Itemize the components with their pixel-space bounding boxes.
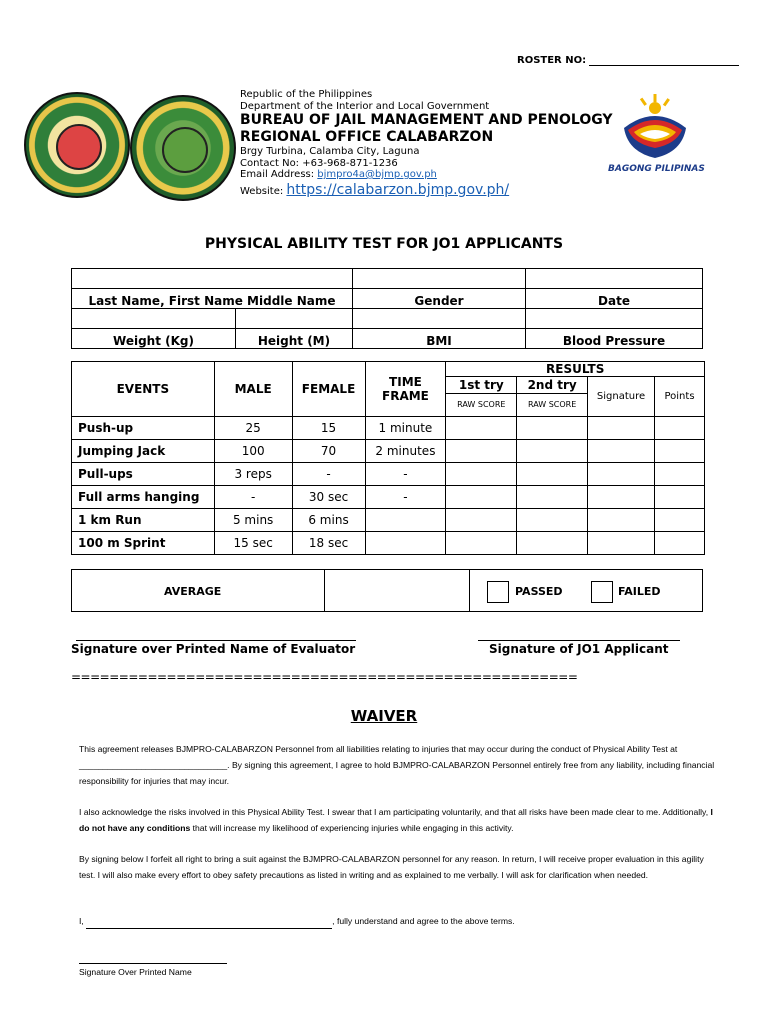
male-header: MALE <box>214 362 292 417</box>
female-value: 6 mins <box>292 509 365 532</box>
signature-cell[interactable] <box>588 509 655 532</box>
points-cell[interactable] <box>655 486 705 509</box>
first-try-cell[interactable] <box>446 417 517 440</box>
table-row <box>72 532 705 555</box>
passed-checkbox[interactable] <box>487 581 509 603</box>
waiver-p2-text: I also acknowledge the risks involved in this Physical Ability Test. I swear that I am participating voluntarily, and that all risks have been made clear to me. Additionally, <box>79 807 711 817</box>
time-value: - <box>365 486 446 509</box>
signature-cell[interactable] <box>588 486 655 509</box>
second-try-label: 2nd try <box>517 378 587 394</box>
second-try-cell[interactable] <box>517 417 588 440</box>
female-value: 18 sec <box>292 532 365 555</box>
events-header: EVENTS <box>72 362 215 417</box>
first-try-cell[interactable] <box>446 532 517 555</box>
waiver-agreement-line <box>79 913 719 929</box>
seal-emblem-icon <box>56 124 102 170</box>
raw-score-label: RAW SCORE <box>457 399 506 409</box>
results-header: RESULTS <box>446 362 705 377</box>
female-value: - <box>292 463 365 486</box>
gender-field[interactable] <box>353 269 526 289</box>
page-title: PHYSICAL ABILITY TEST FOR JO1 APPLICANTS <box>204 236 564 252</box>
time-value: 1 minute <box>365 417 446 440</box>
table-row <box>72 463 705 486</box>
first-try-label: 1st try <box>446 378 516 394</box>
event-name: 100 m Sprint <box>72 532 215 555</box>
table-row <box>72 486 705 509</box>
header-department: Department of the Interior and Local Government <box>240 101 490 112</box>
blood-pressure-label: Blood Pressure <box>526 329 703 349</box>
points-cell[interactable] <box>655 532 705 555</box>
applicant-signature-line[interactable] <box>478 640 680 641</box>
gender-label: Gender <box>353 289 526 309</box>
seal-emblem-icon <box>162 127 208 173</box>
signature-cell[interactable] <box>588 417 655 440</box>
header-email <box>240 169 437 180</box>
event-name: 1 km Run <box>72 509 215 532</box>
name-field[interactable] <box>72 269 353 289</box>
events-table <box>71 361 705 555</box>
male-value: 100 <box>214 440 292 463</box>
male-value: - <box>214 486 292 509</box>
applicant-name-field[interactable] <box>86 919 332 929</box>
time-value <box>365 509 446 532</box>
points-cell[interactable] <box>655 417 705 440</box>
website-label: Website: <box>240 186 287 197</box>
sun-rays-icon <box>640 94 670 114</box>
male-value: 3 reps <box>214 463 292 486</box>
female-value: 30 sec <box>292 486 365 509</box>
table-row <box>72 417 705 440</box>
date-field[interactable] <box>526 269 703 289</box>
bmi-label: BMI <box>353 329 526 349</box>
points-cell[interactable] <box>655 440 705 463</box>
waiver-p2-tail: that will increase my likelihood of experiencing injuries while engaging in this activity. <box>190 823 514 833</box>
average-label: AVERAGE <box>164 585 222 598</box>
signature-header: Signature <box>588 377 655 417</box>
female-header: FEMALE <box>292 362 365 417</box>
time-value <box>365 532 446 555</box>
failed-label: FAILED <box>618 585 661 598</box>
second-try-cell[interactable] <box>517 463 588 486</box>
applicant-info-table <box>71 268 703 349</box>
points-cell[interactable] <box>655 463 705 486</box>
header-address: Brgy Turbina, Calamba City, Laguna <box>240 146 420 157</box>
table-row <box>72 509 705 532</box>
roster-number <box>517 54 739 66</box>
points-header: Points <box>655 377 705 417</box>
event-name: Push-up <box>72 417 215 440</box>
evaluator-signature-line[interactable] <box>76 640 356 641</box>
waiver-paragraph-1: This agreement releases BJMPRO-CALABARZON Personnel from all liabilities relating to injuries that may occur during the conduct of Physical Ability Test at _______________________________. By signing this agreement, I agree to hold BJMPRO-CALABARZON Personnel entirely free from any liability, including financial responsibility for injuries that may incur. <box>79 744 715 786</box>
header-republic: Republic of the Philippines <box>240 89 373 100</box>
bagong-pilipinas-text: BAGONG PILIPINAS <box>608 164 705 174</box>
second-try-header <box>517 377 588 417</box>
email-link[interactable]: bjmpro4a@bjmp.gov.ph <box>317 169 437 180</box>
divider <box>469 570 470 611</box>
agree-prefix: I, <box>79 916 87 926</box>
separator-line: ===================================================== <box>71 670 578 684</box>
signature-cell[interactable] <box>588 440 655 463</box>
website-link[interactable]: https://calabarzon.bjmp.gov.ph/ <box>286 182 510 198</box>
height-field[interactable] <box>236 309 353 329</box>
bmi-field[interactable] <box>353 309 526 329</box>
event-name: Jumping Jack <box>72 440 215 463</box>
header-office: REGIONAL OFFICE CALABARZON <box>240 129 494 145</box>
passed-label: PASSED <box>515 585 563 598</box>
first-try-cell[interactable] <box>446 486 517 509</box>
weight-label: Weight (Kg) <box>72 329 236 349</box>
raw-score-label: RAW SCORE <box>528 399 577 409</box>
time-value: 2 minutes <box>365 440 446 463</box>
header-contact: Contact No: +63-968-871-1236 <box>240 158 398 169</box>
first-try-cell[interactable] <box>446 440 517 463</box>
weight-field[interactable] <box>72 309 236 329</box>
applicant-signature-label: Signature of JO1 Applicant <box>489 642 669 656</box>
email-label: Email Address: <box>240 169 318 180</box>
second-try-cell[interactable] <box>517 509 588 532</box>
divider <box>324 570 325 611</box>
roster-label: ROSTER NO: <box>517 55 587 66</box>
points-cell[interactable] <box>655 509 705 532</box>
event-name: Full arms hanging <box>72 486 215 509</box>
signature-cell[interactable] <box>588 532 655 555</box>
bjmp-seal-logo <box>24 92 130 198</box>
bagong-pilipinas-logo <box>618 94 692 160</box>
waiver-signature-label: Signature Over Printed Name <box>79 967 192 977</box>
table-row <box>72 440 705 463</box>
male-value: 5 mins <box>214 509 292 532</box>
male-value: 15 sec <box>214 532 292 555</box>
waiver-paragraph-2 <box>79 804 719 836</box>
male-value: 25 <box>214 417 292 440</box>
second-try-cell[interactable] <box>517 440 588 463</box>
regional-office-seal-logo <box>130 95 236 201</box>
evaluator-signature-label: Signature over Printed Name of Evaluator <box>71 642 356 656</box>
female-value: 15 <box>292 417 365 440</box>
header-website <box>240 182 509 198</box>
first-try-cell[interactable] <box>446 463 517 486</box>
failed-checkbox[interactable] <box>591 581 613 603</box>
first-try-cell[interactable] <box>446 509 517 532</box>
time-frame-header: TIME FRAME <box>365 362 446 417</box>
name-label: Last Name, First Name Middle Name <box>72 289 353 309</box>
event-name: Pull-ups <box>72 463 215 486</box>
first-try-header <box>446 377 517 417</box>
date-label: Date <box>526 289 703 309</box>
blood-pressure-field[interactable] <box>526 309 703 329</box>
second-try-cell[interactable] <box>517 486 588 509</box>
header-bureau: BUREAU OF JAIL MANAGEMENT AND PENOLOGY <box>240 112 613 128</box>
height-label: Height (M) <box>236 329 353 349</box>
signature-cell[interactable] <box>588 463 655 486</box>
waiver-title: WAIVER <box>350 707 418 725</box>
roster-field[interactable] <box>589 54 739 66</box>
agree-suffix: , fully understand and agree to the above terms. <box>332 916 515 926</box>
second-try-cell[interactable] <box>517 532 588 555</box>
female-value: 70 <box>292 440 365 463</box>
time-value: - <box>365 463 446 486</box>
waiver-p2-bold: I do not have any conditions <box>79 807 713 833</box>
waiver-paragraph-3: By signing below I forfeit all right to bring a suit against the BJMPRO-CALABARZON personnel for any reason. In return, I will receive proper evaluation in this agility test. I will also make every effort to obey safety precautions as listed in writing and as explained to me verbally. I will ask for clarification when needed. <box>79 854 704 880</box>
